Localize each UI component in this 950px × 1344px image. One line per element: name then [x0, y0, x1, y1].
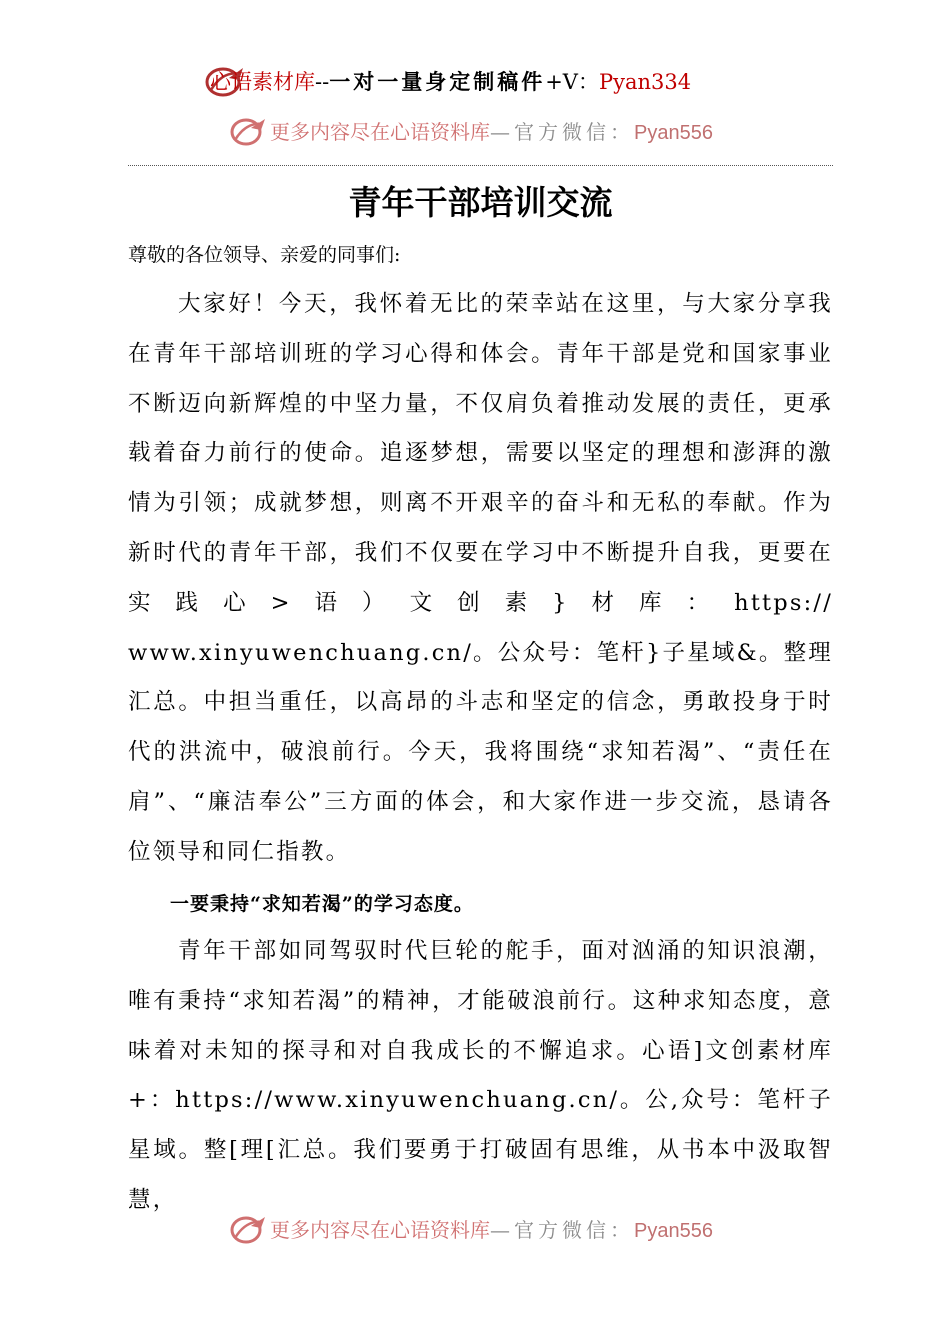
header-slogan: 一对一量身定制稿件 [329, 69, 546, 94]
footer-watermark [270, 1212, 770, 1248]
footer-dash: — [490, 1218, 514, 1242]
footer-logo-icon [228, 1212, 268, 1248]
document-title: 青年干部培训交流 [348, 183, 613, 222]
header-separator: -- [315, 70, 330, 94]
footer-brand-line: 更多内容尽在心语资料库 [270, 1218, 490, 1242]
header-divider [128, 165, 833, 166]
header-watermark [270, 114, 770, 150]
section-heading-1: 一要秉持“求知若渴”的学习态度。 [170, 893, 474, 915]
header-contact-prefix: +V： [545, 70, 599, 94]
paragraph-intro: 大家好！今天，我怀着无比的荣幸站在这里，与大家分享我在青年干部培训班的学习心得和体会。青年干部是党和国家事业不断迈向新辉煌的中坚力量，不仅肩负着推动发展的责任，更承载着奋力前行的使命。追逐梦想，需要以坚定的理想和澎湃的激情为引领；成就梦想，则离不开艰辛的奋斗和无私的奉献。作为新时代的青年干部，我们不仅要在学习中不断提升自我，更要在实践心>语）文创素}材库：https:// www.xinyuwenchuang.cn/。公众号：笔杆}子星域&。整理汇总。中担当重任，以高昂的斗志和坚定的信念，勇敢投身于时代的洪流中，破浪前行。今天，我将围绕“求知若渴”、“责任在肩”、“廉洁奉公”三方面的体会，和大家作进一步交流，恳请各位领导和同仁指教。 [128, 291, 833, 865]
footer-wechat-id: Pyan556 [634, 1220, 713, 1242]
header-contact-id: Pyan334 [598, 70, 692, 94]
header-brand: 心语素材库 [210, 70, 315, 94]
watermark-wechat-id: Pyan556 [634, 122, 713, 144]
watermark-official-label: 官方微信： [514, 120, 634, 144]
paragraph-section-1: 青年干部如同驾驭时代巨轮的舵手，面对汹涌的知识浪潮，唯有秉持“求知若渴”的精神，才能破浪前行。这种求知态度，意味着对未知的探寻和对自我成长的不懈追求。心语]文创素材库+：https://www.xinyuwenchuang.cn/。公,众号：笔杆子星域。整[理[汇总。我们要勇于打破固有思维，从书本中汲取智慧， [128, 938, 833, 1213]
salutation: 尊敬的各位领导、亲爱的同事们: [128, 244, 401, 266]
watermark-dash: — [490, 120, 514, 144]
watermark-brand-line: 更多内容尽在心语资料库 [270, 120, 490, 144]
footer-official-label: 官方微信： [514, 1218, 634, 1242]
header-banner [210, 64, 770, 100]
watermark-logo-icon [228, 114, 268, 150]
